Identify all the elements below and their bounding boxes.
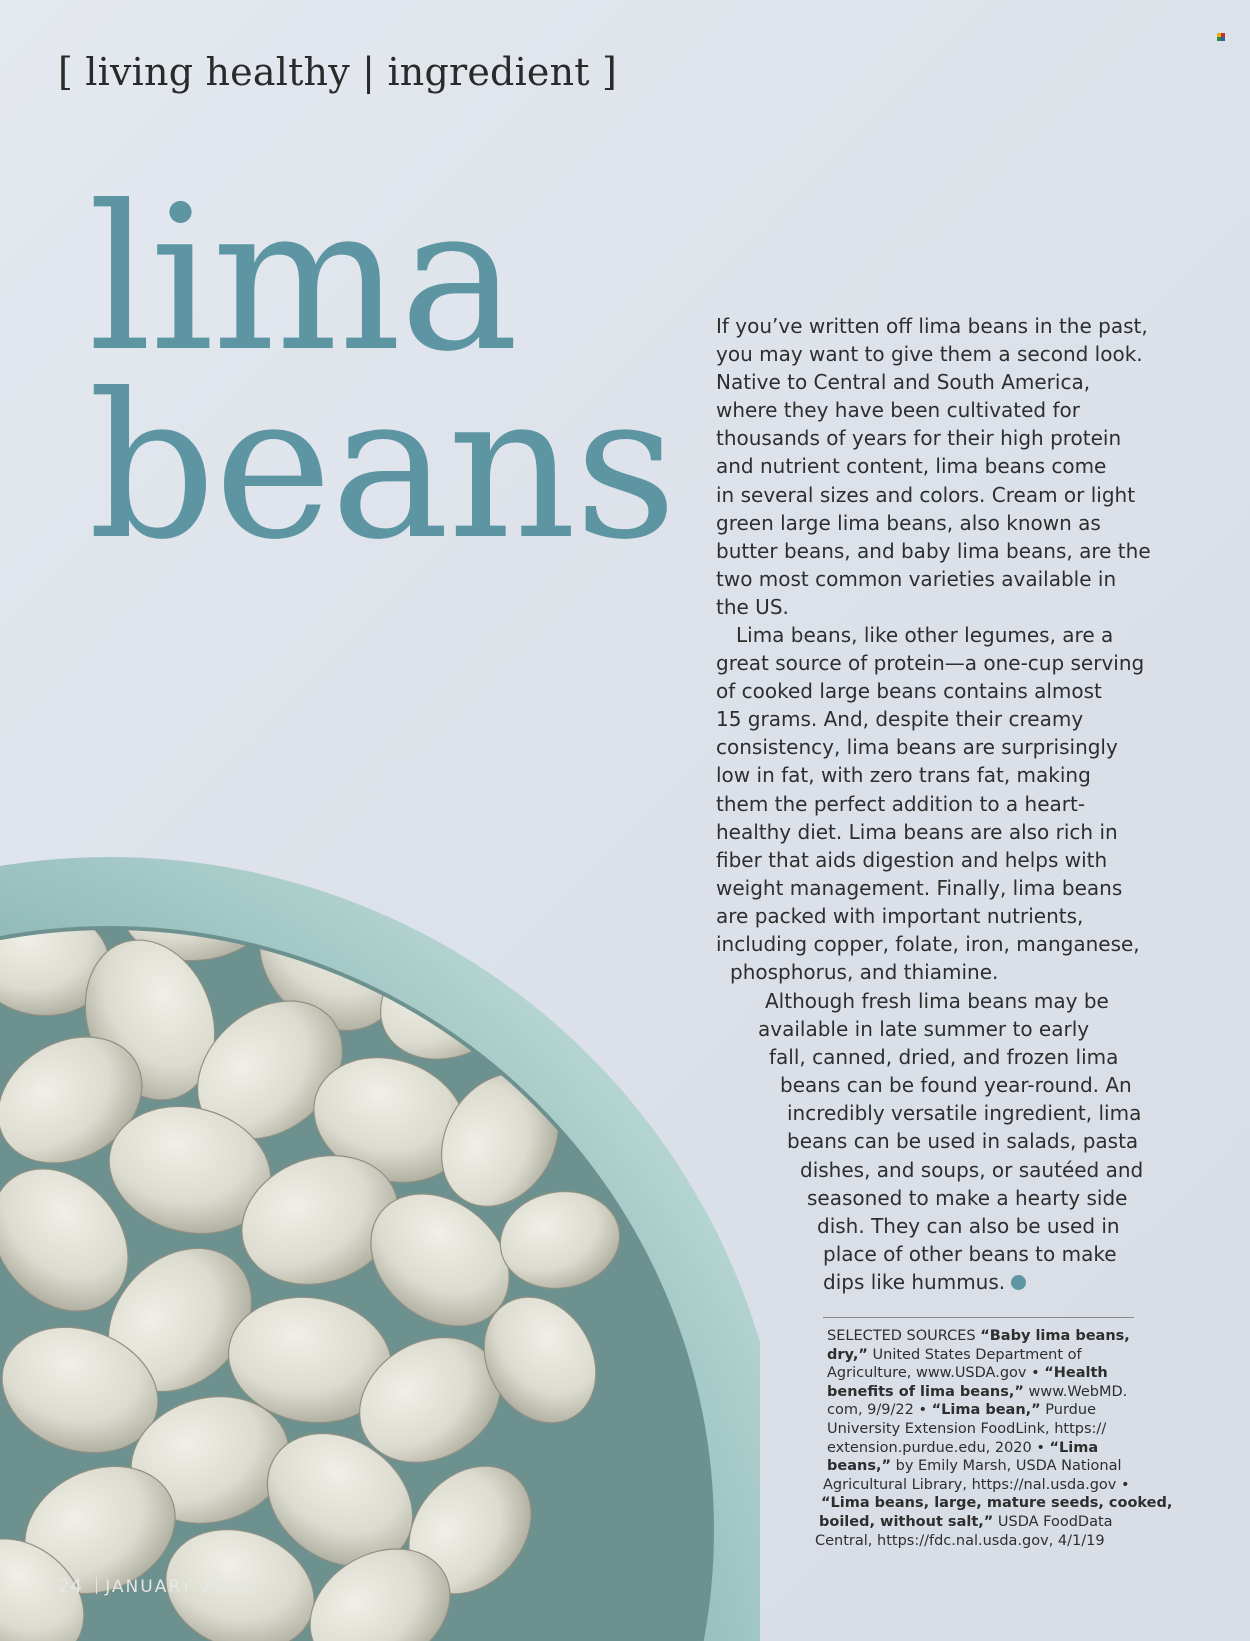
body-line: two most common varieties available in <box>716 566 1117 591</box>
sources-text: extension.purdue.edu, 2020 • <box>827 1439 1050 1456</box>
footer-separator <box>96 1577 97 1594</box>
body-line: Native to Central and South America, <box>716 370 1091 395</box>
sources-title: “Lima bean,” <box>931 1402 1041 1419</box>
body-paragraph-1 <box>716 312 1151 621</box>
end-mark-icon <box>1011 1275 1026 1290</box>
body-line: 15 grams. And, despite their creamy <box>716 707 1084 732</box>
body-line: including copper, folate, iron, manganese, <box>716 932 1140 957</box>
sources-text: Central, https://fdc.nal.usda.gov, 4/1/19 <box>815 1532 1105 1549</box>
title-line-beans: beans <box>88 351 676 584</box>
sources-text: Agriculture, www.USDA.gov • <box>827 1365 1045 1382</box>
sources-title: “Lima beans, large, mature seeds, cooked, <box>821 1495 1173 1512</box>
body-line: beans can be found year-round. An <box>780 1073 1132 1098</box>
body-paragraph-2 <box>0 621 1144 986</box>
body-line: Although fresh lima beans may be <box>765 989 1109 1013</box>
body-line: thousands of years for their high protein <box>716 426 1122 451</box>
body-line: Lima beans, like other legumes, are a <box>736 623 1114 647</box>
body-line: low in fat, with zero trans fat, making <box>716 763 1091 788</box>
page-number: 24 <box>58 1575 83 1597</box>
body-line: fiber that aids digestion and helps with <box>716 847 1108 872</box>
body-line: great source of protein—a one-cup serving <box>716 651 1145 676</box>
body-line: of cooked large beans contains almost <box>716 679 1102 704</box>
color-mark-icon <box>1217 33 1226 42</box>
body-line: are packed with important nutrients, <box>716 903 1084 928</box>
body-line: weight management. Finally, lima beans <box>716 875 1123 900</box>
sources-title: “Baby lima beans, <box>980 1328 1130 1344</box>
body-line: in several sizes and colors. Cream or light <box>716 482 1136 507</box>
sources-title: dry,” <box>827 1346 868 1363</box>
body-line: green large lima beans, also known as <box>716 510 1101 535</box>
body-line: seasoned to make a hearty side <box>807 1185 1128 1210</box>
sources-text: USDA FoodData <box>993 1513 1113 1530</box>
body-line: place of other beans to make <box>823 1241 1117 1266</box>
issue-date: JANUARY 2023 <box>105 1577 253 1597</box>
sources-title: “Lima <box>1049 1439 1099 1456</box>
body-line: you may want to give them a second look. <box>716 342 1143 367</box>
body-line: If you’ve written off lima beans in the past, <box>716 314 1148 338</box>
sources-text: www.WebMD. <box>1023 1383 1128 1400</box>
body-line: the US. <box>716 594 789 619</box>
body-line: dishes, and soups, or sautéed and <box>800 1157 1144 1182</box>
sources-text: United States Department of <box>867 1346 1082 1363</box>
body-paragraph-3 <box>0 987 1143 1296</box>
body-line: fall, canned, dried, and frozen lima <box>769 1045 1119 1070</box>
selected-sources <box>815 1327 1173 1550</box>
body-line: where they have been cultivated for <box>716 398 1080 423</box>
sources-text: SELECTED SOURCES <box>827 1328 981 1344</box>
sources-text: Agricultural Library, https://nal.usda.gov • <box>823 1476 1130 1493</box>
sources-title: benefits of lima beans,” <box>827 1383 1024 1400</box>
sources-title: “Health <box>1044 1365 1108 1382</box>
body-line: them the perfect addition to a heart- <box>716 791 1086 816</box>
sources-title: beans,” <box>827 1458 891 1475</box>
title-line-lima: lima <box>88 163 517 396</box>
sources-title: boiled, without salt,” <box>819 1513 994 1530</box>
body-line: butter beans, and baby lima beans, are the <box>716 538 1151 563</box>
sources-text: Purdue <box>1040 1402 1096 1419</box>
section-tag: [ living healthy | ingredient ] <box>58 50 618 94</box>
body-line: healthy diet. Lima beans are also rich in <box>716 819 1118 844</box>
sources-divider <box>823 1317 1134 1318</box>
body-line: dish. They can also be used in <box>817 1213 1120 1238</box>
article-title <box>88 163 676 584</box>
page-footer <box>58 1575 252 1597</box>
body-line: dips like hummus. <box>823 1268 1143 1296</box>
sources-text: com, 9/9/22 • <box>827 1402 932 1419</box>
body-line: phosphorus, and thiamine. <box>730 960 999 985</box>
sources-text: by Emily Marsh, USDA National <box>891 1458 1122 1475</box>
body-line: incredibly versatile ingredient, lima <box>787 1101 1142 1126</box>
body-line: beans can be used in salads, pasta <box>787 1129 1139 1154</box>
sources-text: University Extension FoodLink, https:// <box>827 1420 1107 1437</box>
body-line: available in late summer to early <box>758 1017 1090 1042</box>
body-line: consistency, lima beans are surprisingly <box>716 735 1118 760</box>
body-line: and nutrient content, lima beans come <box>716 454 1107 479</box>
